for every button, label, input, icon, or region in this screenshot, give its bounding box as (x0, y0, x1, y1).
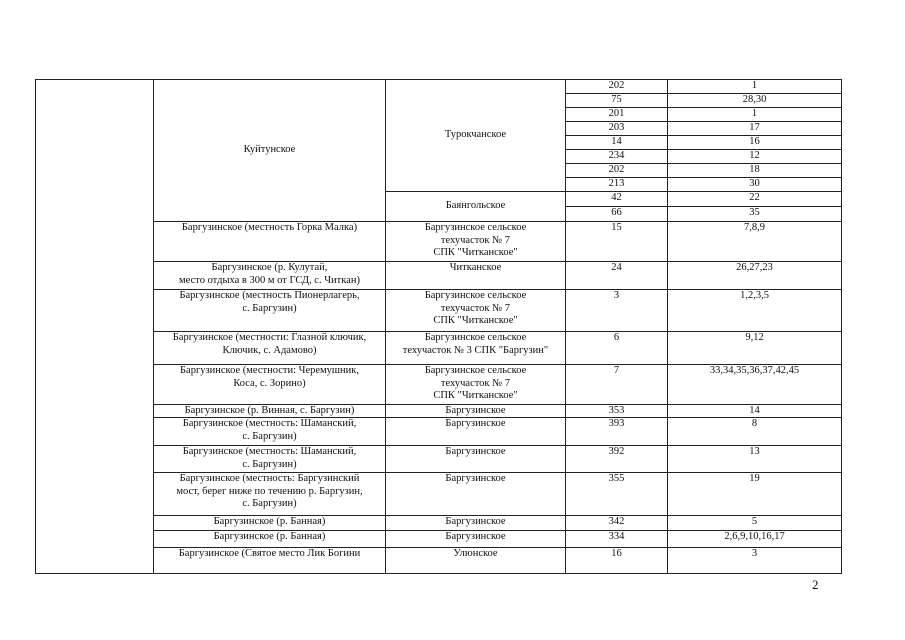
left-blank-column (35, 79, 154, 574)
land-table (35, 79, 841, 574)
area-cell: Баргузинское (р. Банная) (153, 530, 386, 548)
plot-number-cell: 42 (565, 191, 668, 207)
plot-number-cell: 213 (565, 177, 668, 192)
plot-number-cell: 202 (565, 79, 668, 94)
area-cell: Баргузинское (р. Банная) (153, 515, 386, 531)
parcel-list-cell: 28,30 (667, 93, 842, 108)
subdistrict-cell: Баргузинское (385, 472, 566, 516)
area-cell: Баргузинское (р. Винная, с. Баргузин) (153, 404, 386, 418)
plot-number-cell: 6 (565, 331, 668, 365)
subdistrict-cell: Баргузинское (385, 445, 566, 473)
area-cell: Баргузинское (местность: Шаманский, с. Баргузин) (153, 445, 386, 473)
parcel-list-cell: 26,27,23 (667, 261, 842, 290)
subdistrict-cell: Баргузинское (385, 404, 566, 418)
parcel-list-cell: 13 (667, 445, 842, 473)
parcel-list-cell: 5 (667, 515, 842, 531)
area-cell: Баргузинское (местность Горка Малка) (153, 221, 386, 262)
parcel-list-cell: 1 (667, 79, 842, 94)
page-number: 2 (812, 577, 819, 592)
parcel-list-cell: 30 (667, 177, 842, 192)
subdistrict-cell: Баргузинское сельское техучасток № 3 СПК "Баргузин" (385, 331, 566, 365)
area-cell: Баргузинское (р. Кулутай, место отдыха в 300 м от ГСД, с. Читкан) (153, 261, 386, 290)
subdistrict-cell: Баянгольское (385, 191, 566, 222)
plot-number-cell: 203 (565, 121, 668, 136)
parcel-list-cell: 16 (667, 135, 842, 150)
area-cell: Баргузинское (местность: Баргузинский мост, берег ниже по течению р. Баргузин, с. Баргузин) (153, 472, 386, 516)
parcel-list-cell: 3 (667, 547, 842, 574)
parcel-list-cell: 7,8,9 (667, 221, 842, 262)
plot-number-cell: 14 (565, 135, 668, 150)
area-cell: Баргузинское (Святое место Лик Богини (153, 547, 386, 574)
parcel-list-cell: 9,12 (667, 331, 842, 365)
plot-number-cell: 3 (565, 289, 668, 332)
plot-number-cell: 7 (565, 364, 668, 405)
plot-number-cell: 353 (565, 404, 668, 418)
plot-number-cell: 202 (565, 163, 668, 178)
parcel-list-cell: 1,2,3,5 (667, 289, 842, 332)
plot-number-cell: 234 (565, 149, 668, 164)
plot-number-cell: 201 (565, 107, 668, 122)
plot-number-cell: 392 (565, 445, 668, 473)
plot-number-cell: 66 (565, 206, 668, 222)
subdistrict-cell: Баргузинское сельское техучасток № 7 СПК "Читканское" (385, 221, 566, 262)
subdistrict-cell: Баргузинское (385, 417, 566, 446)
subdistrict-cell: Баргузинское (385, 515, 566, 531)
plot-number-cell: 355 (565, 472, 668, 516)
plot-number-cell: 393 (565, 417, 668, 446)
subdistrict-cell: Баргузинское (385, 530, 566, 548)
subdistrict-cell: Турокчанское (385, 79, 566, 192)
parcel-list-cell: 33,34,35,36,37,42,45 (667, 364, 842, 405)
parcel-list-cell: 1 (667, 107, 842, 122)
plot-number-cell: 24 (565, 261, 668, 290)
district-cell: Куйтунское (153, 79, 386, 222)
parcel-list-cell: 35 (667, 206, 842, 222)
parcel-list-cell: 14 (667, 404, 842, 418)
area-cell: Баргузинское (местности: Глазной ключик, Ключик, с. Адамово) (153, 331, 386, 365)
plot-number-cell: 16 (565, 547, 668, 574)
parcel-list-cell: 18 (667, 163, 842, 178)
plot-number-cell: 334 (565, 530, 668, 548)
parcel-list-cell: 22 (667, 191, 842, 207)
parcel-list-cell: 17 (667, 121, 842, 136)
plot-number-cell: 75 (565, 93, 668, 108)
plot-number-cell: 342 (565, 515, 668, 531)
subdistrict-cell: Баргузинское сельское техучасток № 7 СПК "Читканское" (385, 364, 566, 405)
parcel-list-cell: 2,6,9,10,16,17 (667, 530, 842, 548)
area-cell: Баргузинское (местность: Шаманский, с. Баргузин) (153, 417, 386, 446)
plot-number-cell: 15 (565, 221, 668, 262)
area-cell: Баргузинское (местности: Черемушник, Коса, с. Зорино) (153, 364, 386, 405)
parcel-list-cell: 19 (667, 472, 842, 516)
subdistrict-cell: Читканское (385, 261, 566, 290)
parcel-list-cell: 12 (667, 149, 842, 164)
subdistrict-cell: Баргузинское сельское техучасток № 7 СПК "Читканское" (385, 289, 566, 332)
subdistrict-cell: Улюнское (385, 547, 566, 574)
area-cell: Баргузинское (местность Пионерлагерь, с. Баргузин) (153, 289, 386, 332)
parcel-list-cell: 8 (667, 417, 842, 446)
